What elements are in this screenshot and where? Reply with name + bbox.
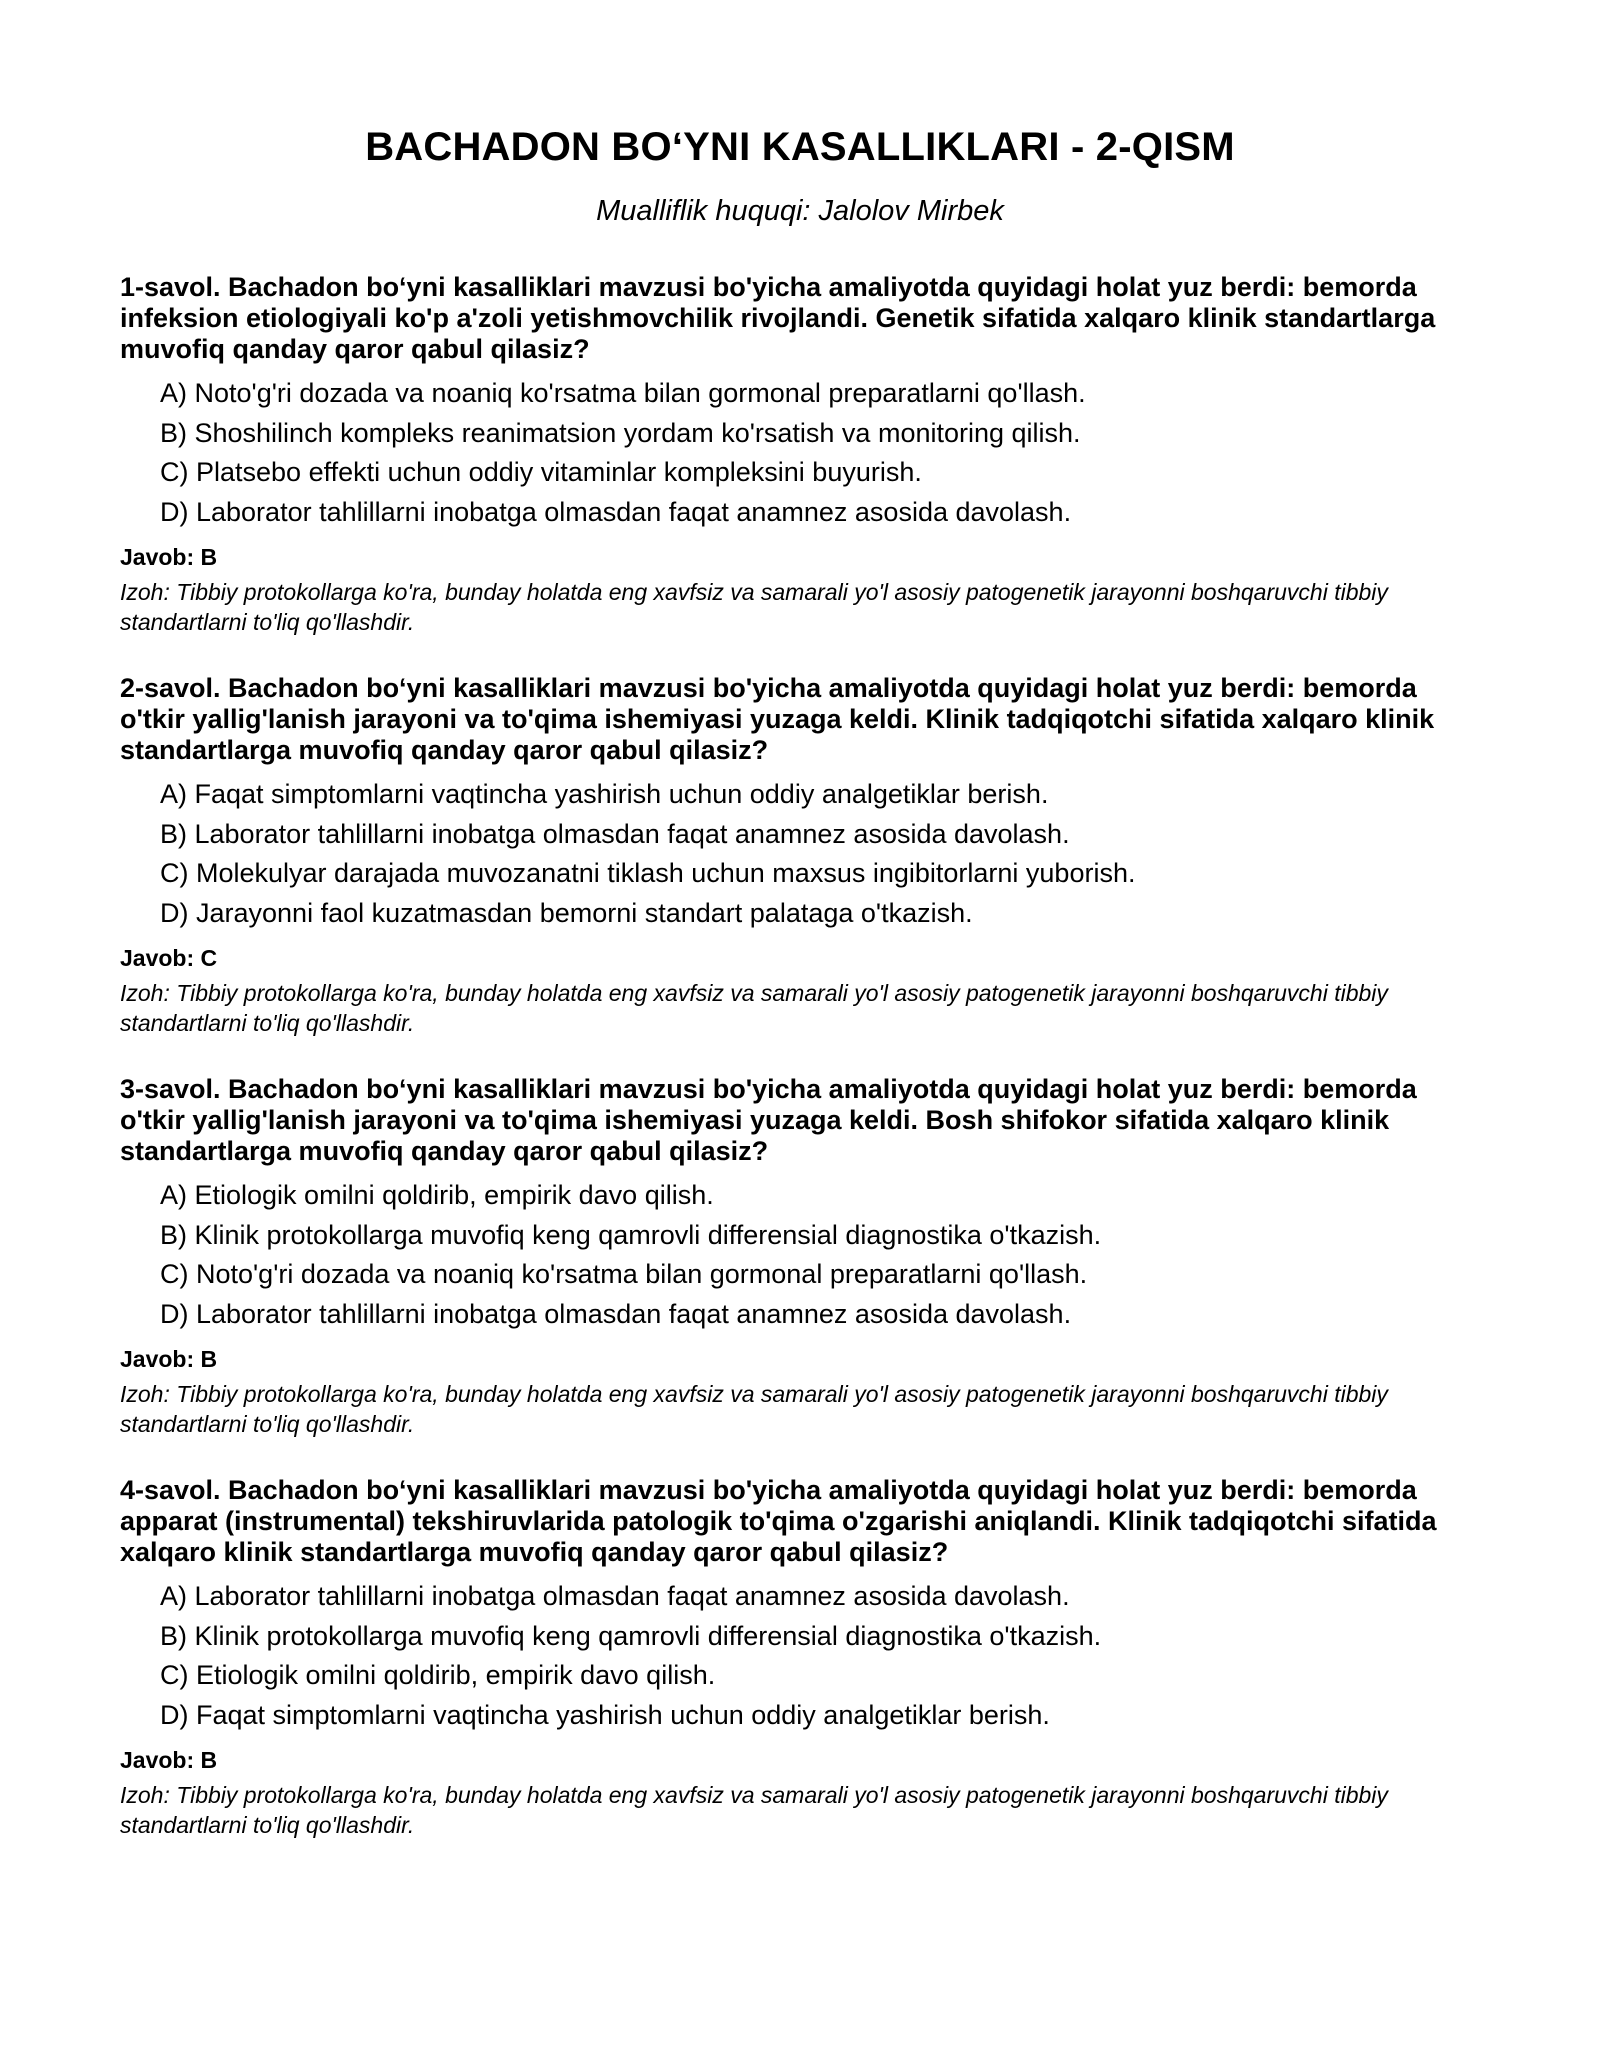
answer-options: [120, 374, 1480, 532]
answer-options: [120, 1176, 1480, 1334]
option-b: B) Laborator tahlillarni inobatga olmasdan faqat anamnez asosida davolash.: [160, 818, 1070, 849]
copyright-subtitle: Mualliflik huquqi: Jalolov Mirbek: [596, 195, 1004, 227]
option-d: D) Laborator tahlillarni inobatga olmasdan faqat anamnez asosida davolash.: [160, 496, 1072, 527]
option-c: C) Platsebo effekti uchun oddiy vitaminlar kompleksini buyurish.: [160, 457, 922, 487]
page-title: BACHADON BO‘YNI KASALLIKLARI - 2-QISM: [365, 125, 1235, 169]
option-a: A) Noto'g'ri dozada va noaniq ko'rsatma bilan gormonal preparatlarni qo'llash.: [160, 378, 1086, 408]
option-a: A) Laborator tahlillarni inobatga olmasdan faqat anamnez asosida davolash.: [160, 1581, 1070, 1611]
question-3: [120, 1074, 1480, 1439]
option-c: C) Etiologik omilni qoldirib, empirik davo qilish.: [160, 1660, 716, 1690]
option-b: B) Klinik protokollarga muvofiq keng qamrovli differensial diagnostika o'tkazish.: [160, 1620, 1102, 1651]
answer-options: [120, 775, 1480, 933]
answer-options: [120, 1577, 1480, 1735]
document-page: [120, 0, 1480, 1876]
explanation-note: Izoh: Tibbiy protokollarga ko'ra, bunday holatda eng xavfsiz va samarali yo'l asosiy patogenetik jarayonni boshqaruvchi tibbiy standartlarni to'liq qo'llashdir.: [120, 1381, 1388, 1437]
explanation-note: Izoh: Tibbiy protokollarga ko'ra, bunday holatda eng xavfsiz va samarali yo'l asosiy patogenetik jarayonni boshqaruvchi tibbiy standartlarni to'liq qo'llashdir.: [120, 579, 1388, 635]
explanation-note: Izoh: Tibbiy protokollarga ko'ra, bunday holatda eng xavfsiz va samarali yo'l asosiy patogenetik jarayonni boshqaruvchi tibbiy standartlarni to'liq qo'llashdir.: [120, 980, 1388, 1036]
option-d: D) Faqat simptomlarni vaqtincha yashirish uchun oddiy analgetiklar berish.: [160, 1699, 1050, 1730]
question-list: [120, 272, 1480, 1840]
correct-answer: Javob: B: [120, 1747, 218, 1773]
correct-answer: Javob: B: [120, 1346, 218, 1372]
option-d: D) Laborator tahlillarni inobatga olmasdan faqat anamnez asosida davolash.: [160, 1298, 1072, 1329]
question-1: [120, 272, 1480, 637]
question-text: 4-savol. Bachadon bo‘yni kasalliklari mavzusi bo'yicha amaliyotda quyidagi holat yuz berdi: bemorda apparat (instrumental) tekshiruvlarida patologik to'qima o'zgarishi aniqlandi. Klinik tadqiqotchi sifatida xalqaro klinik standartlarga muvofiq qanday qaror qabul qilasiz?: [120, 1475, 1437, 1567]
option-a: A) Faqat simptomlarni vaqtincha yashirish uchun oddiy analgetiklar berish.: [160, 779, 1049, 809]
option-c: C) Molekulyar darajada muvozanatni tiklash uchun maxsus ingibitorlarni yuborish.: [160, 858, 1136, 888]
option-c: C) Noto'g'ri dozada va noaniq ko'rsatma bilan gormonal preparatlarni qo'llash.: [160, 1259, 1088, 1289]
question-text: 2-savol. Bachadon bo‘yni kasalliklari mavzusi bo'yicha amaliyotda quyidagi holat yuz berdi: bemorda o'tkir yallig'lanish jarayoni va to'qima ishemiyasi yuzaga keldi. Klinik tadqiqotchi sifatida xalqaro klinik standartlarga muvofiq qanday qaror qabul qilasiz?: [120, 673, 1435, 765]
option-a: A) Etiologik omilni qoldirib, empirik davo qilish.: [160, 1180, 714, 1210]
question-2: [120, 673, 1480, 1038]
option-b: B) Klinik protokollarga muvofiq keng qamrovli differensial diagnostika o'tkazish.: [160, 1219, 1102, 1250]
question-text: 1-savol. Bachadon bo‘yni kasalliklari mavzusi bo'yicha amaliyotda quyidagi holat yuz berdi: bemorda infeksion etiologiyali ko'p a'zoli yetishmovchilik rivojlandi. Genetik sifatida xalqaro klinik standartlarga muvofiq qanday qaror qabul qilasiz?: [120, 272, 1436, 364]
option-b: B) Shoshilinch kompleks reanimatsion yordam ko'rsatish va monitoring qilish.: [160, 417, 1081, 448]
correct-answer: Javob: B: [120, 544, 218, 570]
question-4: [120, 1475, 1480, 1840]
option-d: D) Jarayonni faol kuzatmasdan bemorni standart palataga o'tkazish.: [160, 897, 973, 928]
question-text: 3-savol. Bachadon bo‘yni kasalliklari mavzusi bo'yicha amaliyotda quyidagi holat yuz berdi: bemorda o'tkir yallig'lanish jarayoni va to'qima ishemiyasi yuzaga keldi. Bosh shifokor sifatida xalqaro klinik standartlarga muvofiq qanday qaror qabul qilasiz?: [120, 1074, 1417, 1166]
correct-answer: Javob: C: [120, 945, 218, 971]
explanation-note: Izoh: Tibbiy protokollarga ko'ra, bunday holatda eng xavfsiz va samarali yo'l asosiy patogenetik jarayonni boshqaruvchi tibbiy standartlarni to'liq qo'llashdir.: [120, 1782, 1388, 1838]
